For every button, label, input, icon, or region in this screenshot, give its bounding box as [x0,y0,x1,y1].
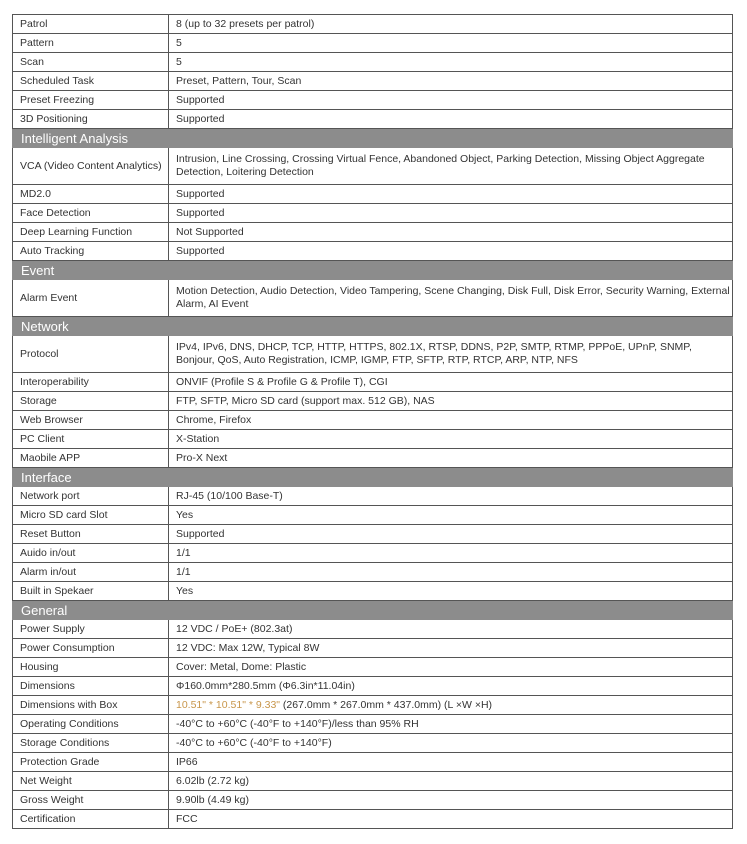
spec-row [13,15,733,34]
section-header [13,261,733,280]
spec-label: Micro SD card Slot [13,506,169,525]
spec-label: Power Consumption [13,639,169,658]
spec-row [13,544,733,563]
spec-label: Face Detection [13,204,169,223]
section-title: Interface [13,468,733,487]
spec-row [13,791,733,810]
section-title: Network [13,317,733,336]
spec-value: Φ160.0mm*280.5mm (Φ6.3in*11.04in) [169,677,733,696]
spec-label: Gross Weight [13,791,169,810]
spec-value: Preset, Pattern, Tour, Scan [169,72,733,91]
spec-label: PC Client [13,430,169,449]
spec-row [13,449,733,468]
spec-label: Storage [13,392,169,411]
spec-row [13,582,733,601]
section-title: Intelligent Analysis [13,129,733,148]
spec-row [13,696,733,715]
spec-value: -40°C to +60°C (-40°F to +140°F)/less than 95% RH [169,715,733,734]
spec-value: Pro-X Next [169,449,733,468]
spec-value: 6.02lb (2.72 kg) [169,772,733,791]
spec-value: Supported [169,110,733,129]
spec-label: Operating Conditions [13,715,169,734]
spec-row [13,753,733,772]
spec-row [13,734,733,753]
spec-row [13,91,733,110]
section-header [13,317,733,336]
spec-row [13,185,733,204]
spec-value: Chrome, Firefox [169,411,733,430]
spec-label: Deep Learning Function [13,223,169,242]
spec-value: 1/1 [169,544,733,563]
spec-value: 5 [169,53,733,72]
spec-row [13,620,733,639]
spec-value: ONVIF (Profile S & Profile G & Profile T), CGI [169,373,733,392]
spec-label: VCA (Video Content Analytics) [13,148,169,185]
spec-label: Auto Tracking [13,242,169,261]
spec-value: Supported [169,242,733,261]
spec-value: 12 VDC / PoE+ (802.3at) [169,620,733,639]
spec-row [13,392,733,411]
spec-row [13,430,733,449]
spec-value: 8 (up to 32 presets per patrol) [169,15,733,34]
spec-label: Network port [13,487,169,506]
spec-label: Protection Grade [13,753,169,772]
spec-label: Power Supply [13,620,169,639]
spec-row [13,34,733,53]
spec-row [13,280,733,317]
spec-value: X-Station [169,430,733,449]
spec-value: Supported [169,204,733,223]
spec-value: IP66 [169,753,733,772]
spec-row [13,242,733,261]
spec-value: 12 VDC: Max 12W, Typical 8W [169,639,733,658]
spec-value: Supported [169,185,733,204]
spec-label: Housing [13,658,169,677]
spec-value-highlight: 10.51" * 10.51" * 9.33" [176,698,281,711]
section-header [13,468,733,487]
spec-value: -40°C to +60°C (-40°F to +140°F) [169,734,733,753]
spec-value: Supported [169,91,733,110]
spec-label: Dimensions [13,677,169,696]
spec-row [13,677,733,696]
spec-label: Built in Spekaer [13,582,169,601]
spec-row [13,772,733,791]
spec-row [13,525,733,544]
spec-row [13,639,733,658]
spec-label: MD2.0 [13,185,169,204]
spec-row [13,563,733,582]
spec-label: Storage Conditions [13,734,169,753]
spec-label: Scan [13,53,169,72]
spec-row [13,658,733,677]
spec-value: IPv4, IPv6, DNS, DHCP, TCP, HTTP, HTTPS, 802.1X, RTSP, DDNS, P2P, SMTP, RTMP, PPPoE, UPnP, SNMP, Bonjour, QoS, Auto Registration, ICMP, IGMP, FTP, SFTP, RTP, RTCP, ARP, NTP, NFS [169,336,733,373]
spec-value: Not Supported [169,223,733,242]
section-header [13,129,733,148]
spec-label: Pattern [13,34,169,53]
spec-row [13,204,733,223]
spec-value: Motion Detection, Audio Detection, Video Tampering, Scene Changing, Disk Full, Disk Error, Security Warning, External Alarm, AI Event [169,280,733,317]
spec-row [13,810,733,829]
spec-label: Maobile APP [13,449,169,468]
spec-value: FTP, SFTP, Micro SD card (support max. 512 GB), NAS [169,392,733,411]
spec-label: Web Browser [13,411,169,430]
spec-value: 9.90lb (4.49 kg) [169,791,733,810]
spec-label: Reset Button [13,525,169,544]
spec-value: RJ-45 (10/100 Base-T) [169,487,733,506]
spec-label: Alarm Event [13,280,169,317]
spec-value: FCC [169,810,733,829]
spec-label: Protocol [13,336,169,373]
spec-row [13,148,733,185]
spec-label: Dimensions with Box [13,696,169,715]
spec-label: Interoperability [13,373,169,392]
spec-row [13,110,733,129]
spec-label: Net Weight [13,772,169,791]
spec-row [13,72,733,91]
spec-row [13,715,733,734]
spec-value: Cover: Metal, Dome: Plastic [169,658,733,677]
spec-row [13,373,733,392]
spec-label: Alarm in/out [13,563,169,582]
section-title: General [13,601,733,620]
spec-value: Supported [169,525,733,544]
spec-label: Scheduled Task [13,72,169,91]
spec-row [13,487,733,506]
spec-table [12,14,733,829]
spec-row [13,223,733,242]
spec-value: Intrusion, Line Crossing, Crossing Virtual Fence, Abandoned Object, Parking Detection, Missing Object Aggregate Detection, Loitering Detection [169,148,733,185]
spec-label: Patrol [13,15,169,34]
section-title: Event [13,261,733,280]
spec-row [13,506,733,525]
spec-row [13,336,733,373]
spec-value: 5 [169,34,733,53]
spec-label: Auido in/out [13,544,169,563]
spec-value: Yes [169,506,733,525]
spec-row [13,411,733,430]
spec-value: Yes [169,582,733,601]
spec-label: Certification [13,810,169,829]
spec-label: Preset Freezing [13,91,169,110]
spec-value: 1/1 [169,563,733,582]
spec-label: 3D Positioning [13,110,169,129]
section-header [13,601,733,620]
spec-value [169,696,733,715]
spec-value-text: (267.0mm * 267.0mm * 437.0mm) (L ×W ×H) [280,698,493,711]
spec-row [13,53,733,72]
